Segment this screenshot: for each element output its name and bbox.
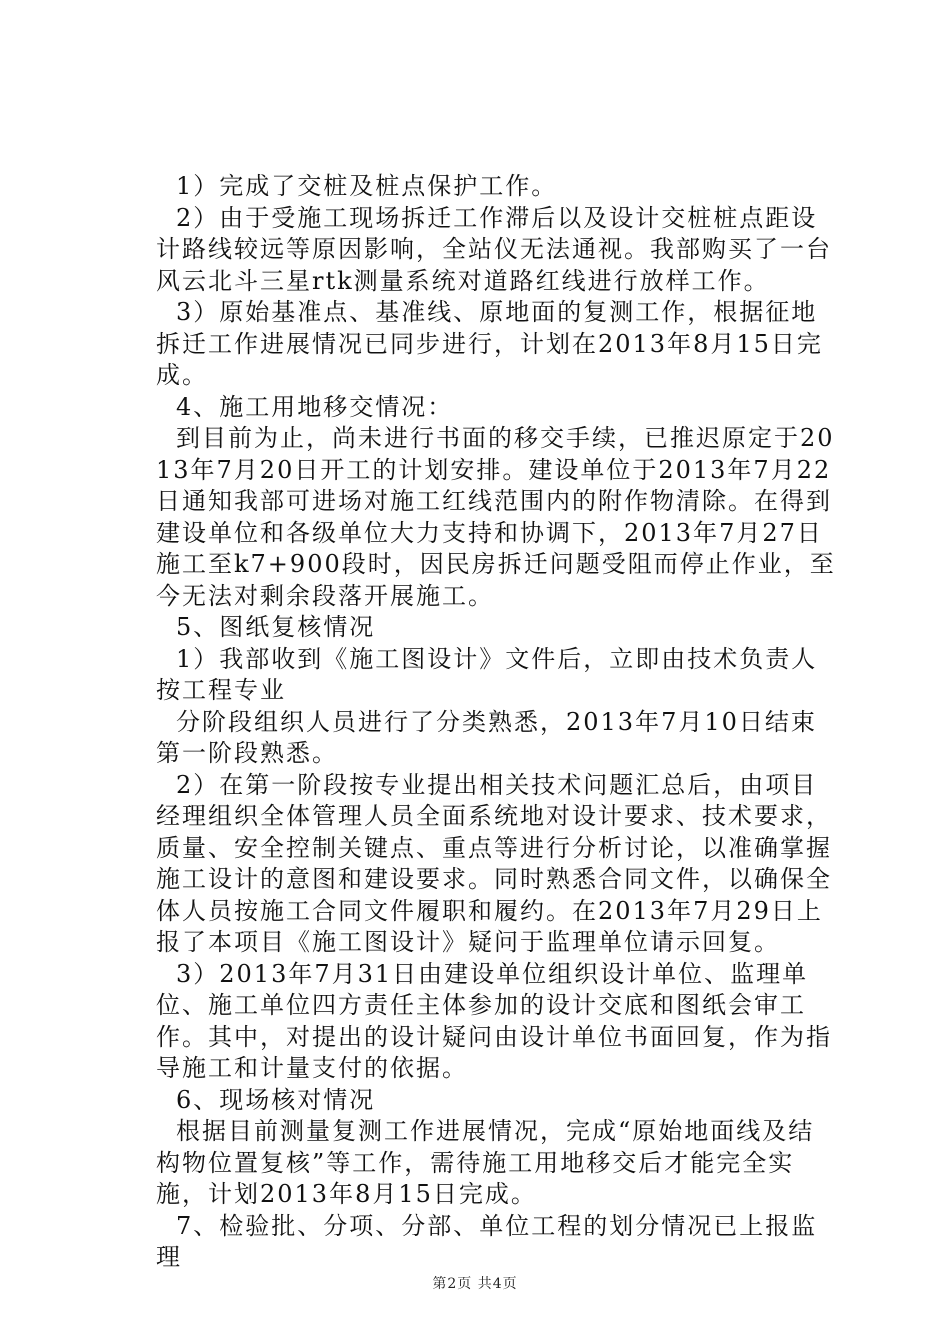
paragraph-3: 3）原始基准点、基准线、原地面的复测工作，根据征地拆迁工作进展情况已同步进行，计划在2013年8月15日完成。 <box>156 298 823 389</box>
section-heading-4: 4、施工用地移交情况： <box>176 392 454 421</box>
document-body <box>156 171 836 1274</box>
paragraph-2: 2）由于受施工现场拆迁工作滞后以及设计交桩桩点距设计路线较远等原因影响，全站仪无法通视。我部购买了一台风云北斗三星rtk测量系统对道路红线进行放样工作。 <box>156 203 832 295</box>
paragraph-9: 2）在第一阶段按专业提出相关技术问题汇总后，由项目经理组织全体管理人员全面系统地对设计要求、技术要求，质量、安全控制关键点、重点等进行分析讨论，以准确掌握施工设计的意图和建设要求。同时熟悉合同文件，以确保全体人员按施工合同文件履职和履约。在2013年7月29日上报了本项目《施工图设计》疑问于监理单位请示回复。 <box>156 770 832 956</box>
paragraph-10: 3）2013年7月31日由建设单位组织设计单位、监理单位、施工单位四方责任主体参加的设计交底和图纸会审工作。其中，对提出的设计疑问由设计单位书面回复，作为指导施工和计量支付的依据。 <box>156 959 832 1082</box>
paragraph-7: 1）我部收到《施工图设计》文件后，立即由技术负责人按工程专业 <box>156 644 818 704</box>
paragraph-12: 根据目前测量复测工作进展情况，完成“原始地面线及结构物位置复核”等工作，需待施工用地移交后才能完全实施，计划2013年8月15日完成。 <box>156 1117 815 1208</box>
page-footer: 第2页 共4页 <box>432 1276 518 1292</box>
paragraph-13: 7、检验批、分项、分部、单位工程的划分情况已上报监理 <box>156 1211 818 1271</box>
paragraph-5: 到目前为止，尚未进行书面的移交手续，已推迟原定于2013年7月20日开工的计划安排。建设单位于2013年7月22日通知我部可进场对施工红线范围内的附作物清除。在得到建设单位和各级单位大力支持和协调下，2013年7月27日施工至k7+900段时，因民房拆迁问题受阻而停止作业，至今无法对剩余段落开展施工。 <box>156 424 836 610</box>
section-heading-6: 6、现场核对情况 <box>176 1085 376 1114</box>
paragraph-1: 1）完成了交桩及桩点保护工作。 <box>176 172 558 200</box>
section-heading-5: 5、图纸复核情况 <box>176 613 376 641</box>
paragraph-8: 分阶段组织人员进行了分类熟悉，2013年7月10日结束第一阶段熟悉。 <box>156 707 817 767</box>
